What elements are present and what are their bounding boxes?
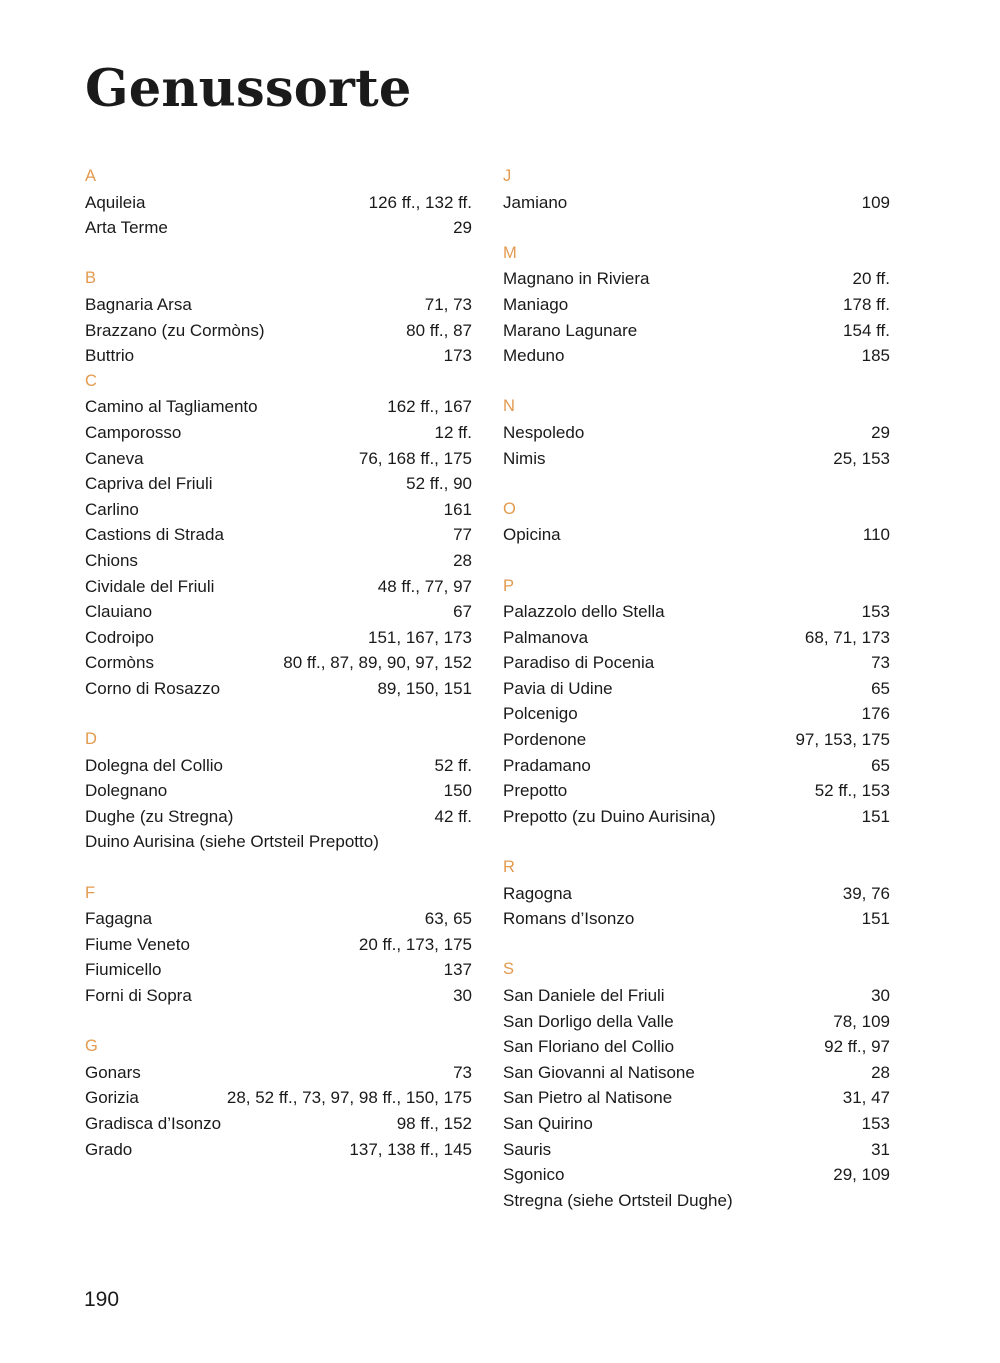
- index-entry: [85, 292, 472, 318]
- section-letter: C: [85, 371, 97, 390]
- entry-pages: 67: [453, 602, 472, 622]
- entry-place: San Pietro al Natisone: [503, 1088, 673, 1108]
- entry-pages: 25, 153: [833, 448, 890, 468]
- entry-place: Fagagna: [85, 909, 153, 929]
- index-section-b: [85, 266, 472, 368]
- index-entry: [503, 650, 890, 676]
- entry-pages: 126 ff., 132 ff.: [368, 192, 472, 212]
- index-entry: [503, 266, 890, 292]
- section-letter: D: [85, 730, 97, 749]
- index-section-s: [503, 957, 890, 1213]
- index-section-m: [503, 241, 890, 369]
- index-entry: [85, 804, 472, 830]
- section-letter: B: [85, 269, 97, 288]
- entry-place: San Giovanni al Natisone: [503, 1062, 695, 1082]
- index-entry: [503, 778, 890, 804]
- entry-place: Corno di Rosazzo: [85, 678, 221, 698]
- entry-pages: 30: [871, 986, 890, 1005]
- index-entry: [503, 983, 890, 1009]
- entry-pages: 65: [871, 678, 890, 698]
- index-entry: [503, 1085, 890, 1111]
- entry-place: Dolegna del Collio: [85, 755, 223, 775]
- entry-place: San Daniele del Friuli: [503, 986, 665, 1005]
- entry-pages: 185: [861, 346, 890, 366]
- section-letter: S: [503, 960, 515, 979]
- index-entry: [85, 394, 472, 420]
- entry-place: San Quirino: [503, 1113, 593, 1133]
- entry-pages: 30: [453, 986, 472, 1005]
- index-entry: [503, 1188, 890, 1214]
- index-entry: [85, 957, 472, 983]
- section-letter: O: [503, 499, 516, 518]
- entry-place: Prepotto: [503, 781, 568, 801]
- index-entry: [85, 932, 472, 958]
- index-entry: [503, 753, 890, 779]
- index-entry: [85, 215, 472, 241]
- index-entry: [503, 1162, 890, 1188]
- entry-pages: 153: [861, 602, 890, 622]
- index-entry: [85, 650, 472, 676]
- entry-place: Aquileia: [85, 192, 146, 212]
- entry-pages: 28: [871, 1062, 890, 1082]
- entry-pages: 31, 47: [842, 1088, 890, 1108]
- index-entry: [85, 778, 472, 804]
- index-entry: [503, 599, 890, 625]
- entry-pages: 109: [861, 192, 890, 212]
- section-letter: P: [503, 576, 515, 595]
- entry-place: Palmanova: [503, 627, 589, 647]
- index-entry: [503, 906, 890, 932]
- entry-place: Codroipo: [85, 627, 154, 647]
- index-entry: [85, 676, 472, 702]
- entry-place: Pavia di Udine: [503, 678, 613, 698]
- entry-pages: 73: [453, 1062, 472, 1082]
- section-letter: F: [85, 883, 96, 902]
- index-column-right: [503, 164, 890, 1213]
- index-column-left: [85, 164, 472, 1162]
- index-entry: [503, 420, 890, 446]
- entry-place: Forni di Sopra: [85, 986, 192, 1005]
- entry-place: Ragogna: [503, 883, 573, 903]
- entry-pages: 78, 109: [833, 1011, 890, 1031]
- index-section-p: [503, 574, 890, 830]
- entry-pages: 71, 73: [424, 294, 472, 314]
- index-entry: [85, 599, 472, 625]
- entry-pages: 98 ff., 152: [396, 1113, 472, 1133]
- section-letter: J: [503, 167, 512, 185]
- index-entry: [85, 190, 472, 216]
- section-letter: N: [503, 397, 515, 416]
- entry-place: Fiumicello: [85, 960, 162, 980]
- index-entry: [85, 420, 472, 446]
- entry-place: Opicina: [503, 525, 561, 545]
- index-entry: [85, 1085, 472, 1111]
- entry-pages: 154 ff.: [843, 320, 890, 340]
- entry-pages: 28, 52 ff., 73, 97, 98 ff., 150, 175: [226, 1088, 472, 1108]
- index-section-f: [85, 881, 472, 1009]
- entry-place: Magnano in Riviera: [503, 269, 650, 289]
- entry-place: Cormòns: [85, 653, 154, 673]
- entry-place: Polcenigo: [503, 704, 578, 724]
- entry-pages: 176: [861, 704, 890, 724]
- entry-place: Sgonico: [503, 1165, 565, 1185]
- entry-place: Paradiso di Pocenia: [503, 653, 655, 673]
- entry-pages: 161: [443, 499, 472, 519]
- index-entry: [503, 522, 890, 548]
- entry-place: Fiume Veneto: [85, 934, 190, 954]
- entry-place: Nespoledo: [503, 422, 585, 442]
- entry-pages: 173: [443, 346, 472, 366]
- entry-pages: 29: [871, 422, 890, 442]
- entry-pages: 68, 71, 173: [804, 627, 890, 647]
- index-section-c: [85, 369, 472, 702]
- entry-pages: 89, 150, 151: [377, 678, 472, 698]
- index-entry: [85, 497, 472, 523]
- index-entry: [503, 1137, 890, 1163]
- entry-place: Marano Lagunare: [503, 320, 638, 340]
- entry-pages: 92 ff., 97: [824, 1037, 890, 1057]
- index-entry: [85, 574, 472, 600]
- entry-place: Arta Terme: [85, 218, 168, 238]
- entry-place: Dughe (zu Stregna): [85, 806, 234, 826]
- entry-pages: 31: [871, 1139, 890, 1159]
- entry-pages: 97, 153, 175: [795, 730, 890, 750]
- entry-pages: 29, 109: [833, 1165, 890, 1185]
- entry-place: Nimis: [503, 448, 546, 468]
- index-section-n: [503, 394, 890, 471]
- index-entry: [503, 804, 890, 830]
- index-entry: [503, 676, 890, 702]
- entry-place: Jamiano: [503, 192, 568, 212]
- entry-pages: 150: [443, 781, 472, 801]
- entry-place: Gorizia: [85, 1088, 139, 1108]
- entry-pages: 52 ff.: [434, 755, 472, 775]
- page-title: Genussorte: [85, 59, 412, 119]
- index-entry: [503, 701, 890, 727]
- entry-place: Brazzano (zu Cormòns): [85, 320, 265, 340]
- entry-place: Capriva del Friuli: [85, 474, 213, 494]
- entry-pages: 63, 65: [424, 909, 472, 929]
- section-letter: A: [85, 167, 97, 185]
- entry-place: Pradamano: [503, 755, 591, 775]
- entry-place: Bagnaria Arsa: [85, 294, 192, 314]
- entry-pages: 52 ff., 153: [814, 781, 890, 801]
- index-entry: [503, 190, 890, 216]
- index-entry: [503, 1111, 890, 1137]
- entry-place: Sauris: [503, 1139, 552, 1159]
- index-entry: [503, 292, 890, 318]
- page-number: 190: [84, 1288, 120, 1311]
- index-entry: [85, 1060, 472, 1086]
- entry-pages: 52 ff., 90: [406, 474, 472, 494]
- entry-place: Palazzolo dello Stella: [503, 602, 665, 622]
- index-section-o: [503, 497, 890, 548]
- entry-place: Caneva: [85, 448, 144, 468]
- entry-pages: 77: [453, 525, 472, 545]
- entry-place: Carlino: [85, 499, 139, 519]
- index-entry: [503, 625, 890, 651]
- entry-place: San Floriano del Collio: [503, 1037, 675, 1057]
- entry-place: Camporosso: [85, 422, 182, 442]
- index-entry: [85, 522, 472, 548]
- entry-pages: 20 ff., 173, 175: [358, 934, 472, 954]
- entry-pages: 48 ff., 77, 97: [377, 576, 472, 596]
- entry-pages: 29: [453, 218, 472, 238]
- entry-pages: 178 ff.: [843, 294, 890, 314]
- entry-pages: 137, 138 ff., 145: [349, 1139, 472, 1159]
- entry-place: Romans d’Isonzo: [503, 909, 635, 929]
- entry-place: Chions: [85, 550, 138, 570]
- entry-place: Pordenone: [503, 730, 587, 750]
- entry-place: Meduno: [503, 346, 565, 366]
- index-section-r: [503, 855, 890, 932]
- entry-place: Buttrio: [85, 346, 135, 366]
- entry-pages: 28: [453, 550, 472, 570]
- index-entry: [85, 906, 472, 932]
- entry-place: Stregna (siehe Ortsteil Dughe): [503, 1190, 733, 1210]
- index-entry: [85, 446, 472, 472]
- entry-place: Prepotto (zu Duino Aurisina): [503, 806, 716, 826]
- index-entry: [503, 1009, 890, 1035]
- section-letter: R: [503, 858, 515, 877]
- entry-place: Grado: [85, 1139, 133, 1159]
- entry-pages: 162 ff., 167: [387, 397, 472, 417]
- index-entry: [85, 1111, 472, 1137]
- index-entry: [503, 1034, 890, 1060]
- entry-pages: 20 ff.: [852, 269, 890, 289]
- index-entry: [85, 471, 472, 497]
- entry-pages: 110: [862, 525, 890, 545]
- entry-pages: 153: [861, 1113, 890, 1133]
- entry-pages: 151: [861, 909, 890, 929]
- section-letter: M: [503, 243, 517, 262]
- entry-place: Gonars: [85, 1062, 141, 1082]
- entry-place: Camino al Tagliamento: [85, 397, 258, 417]
- index-entry: [503, 343, 890, 369]
- section-letter: G: [85, 1037, 98, 1056]
- entry-pages: 42 ff.: [434, 806, 472, 826]
- index-entry: [503, 318, 890, 344]
- entry-pages: 12 ff.: [434, 422, 472, 442]
- entry-pages: 151: [861, 806, 890, 826]
- index-entry: [85, 343, 472, 369]
- entry-pages: 65: [871, 755, 890, 775]
- index-entry: [85, 318, 472, 344]
- entry-pages: 80 ff., 87, 89, 90, 97, 152: [283, 653, 472, 673]
- index-entry: [85, 983, 472, 1009]
- index-entry: [85, 625, 472, 651]
- index-entry: [85, 829, 472, 855]
- index-entry: [503, 727, 890, 753]
- entry-pages: 151, 167, 173: [368, 627, 472, 647]
- entry-place: Clauiano: [85, 602, 153, 622]
- entry-place: Castions di Strada: [85, 525, 224, 545]
- index-section-d: [85, 727, 472, 855]
- entry-pages: 137: [443, 960, 472, 980]
- index-section-a: [85, 164, 472, 241]
- entry-pages: 39, 76: [842, 883, 890, 903]
- entry-place: Cividale del Friuli: [85, 576, 215, 596]
- entry-place: San Dorligo della Valle: [503, 1011, 674, 1031]
- entry-pages: 73: [871, 653, 890, 673]
- entry-place: Maniago: [503, 294, 569, 314]
- index-entry: [503, 446, 890, 472]
- index-entry: [85, 753, 472, 779]
- entry-place: Gradisca d’Isonzo: [85, 1113, 222, 1133]
- index-section-j: [503, 164, 890, 215]
- index-entry: [503, 881, 890, 907]
- index-entry: [503, 1060, 890, 1086]
- entry-pages: 80 ff., 87: [406, 320, 472, 340]
- index-section-g: [85, 1034, 472, 1162]
- entry-place: Dolegnano: [85, 781, 168, 801]
- entry-pages: 76, 168 ff., 175: [358, 448, 472, 468]
- index-entry: [85, 1137, 472, 1163]
- entry-place: Duino Aurisina (siehe Ortsteil Prepotto): [85, 832, 379, 852]
- index-entry: [85, 548, 472, 574]
